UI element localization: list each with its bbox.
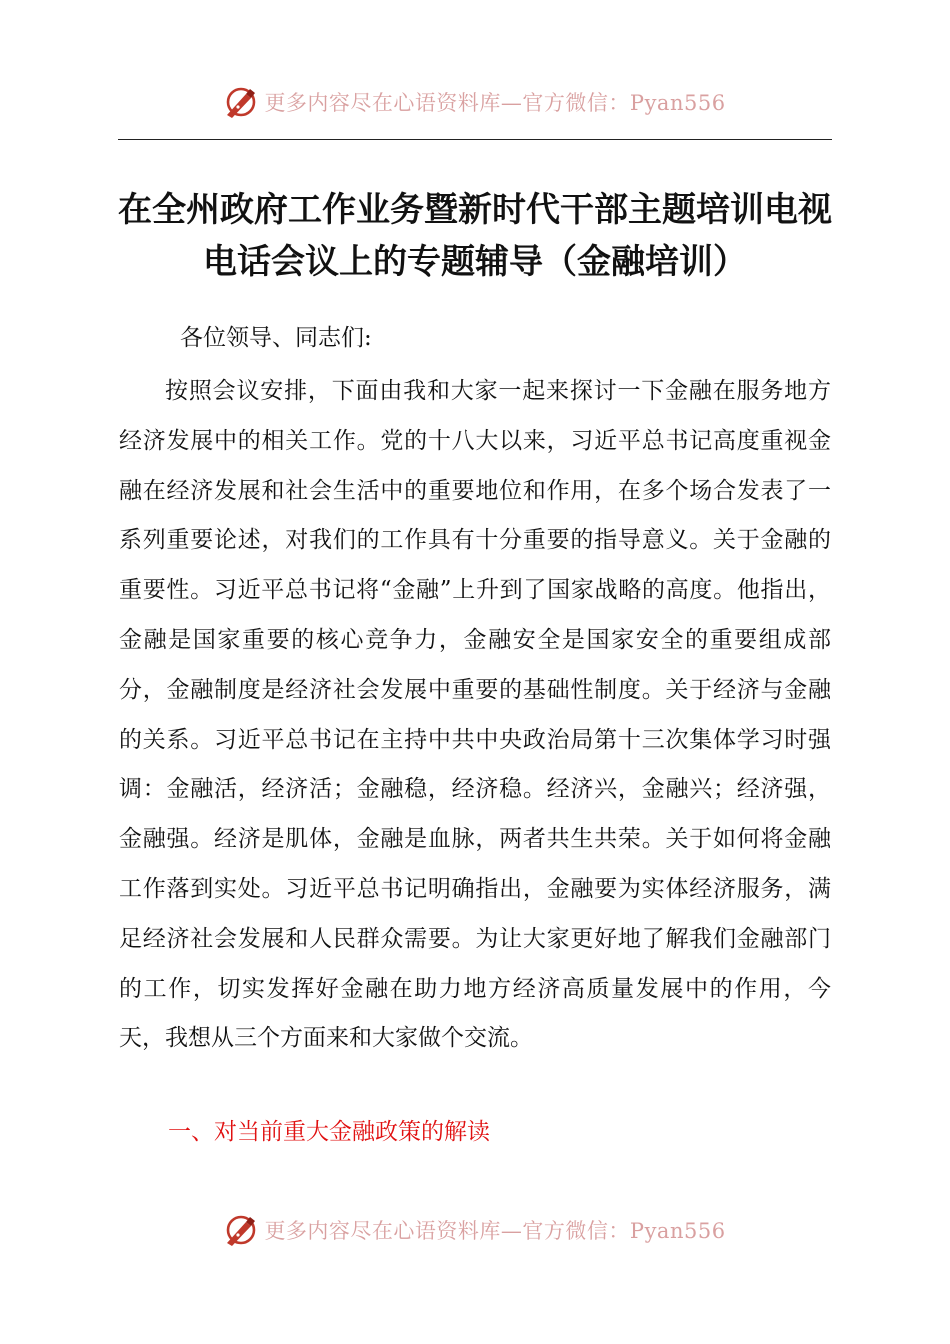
footer-watermark: [0, 1208, 950, 1252]
section-heading: 一、对当前重大金融政策的解读: [168, 1119, 490, 1145]
header-watermark-text: 更多内容尽在心语资料库—官方微信：Pyan556: [264, 91, 726, 115]
pen-nib-circle-icon: [224, 1213, 258, 1247]
body-paragraph: 按照会议安排，下面由我和大家一起来探讨一下金融在服务地方经济发展中的相关工作。党的十八大以来，习近平总书记高度重视金融在经济发展和社会生活中的重要地位和作用，在多个场合发表了一系列重要论述，对我们的工作具有十分重要的指导意义。关于金融的重要性。习近平总书记将“金融”上升到了国家战略的高度。他指出，金融是国家重要的核心竞争力，金融安全是国家安全的重要组成部分，金融制度是经济社会发展中重要的基础性制度。关于经济与金融的关系。习近平总书记在主持中共中央政治局第十三次集体学习时强调：金融活，经济活；金融稳，经济稳。经济兴，金融兴；经济强，金融强。经济是肌体，金融是血脉，两者共生共荣。关于如何将金融工作落到实处。习近平总书记明确指出，金融要为实体经济服务，满足经济社会发展和人民群众需要。为让大家更好地了解我们金融部门的工作，切实发挥好金融在助力地方经济高质量发展中的作用，今天，我想从三个方面来和大家做个交流。: [119, 378, 831, 1052]
document-title: 在全州政府工作业务暨新时代干部主题培训电视电话会议上的专题辅导（金融培训）: [118, 190, 832, 282]
header-divider: [118, 139, 832, 140]
header-watermark: [0, 80, 950, 124]
greeting: 各位领导、同志们:: [180, 325, 372, 351]
footer-watermark-text: 更多内容尽在心语资料库—官方微信：Pyan556: [264, 1219, 726, 1243]
pen-nib-circle-icon: [224, 85, 258, 119]
